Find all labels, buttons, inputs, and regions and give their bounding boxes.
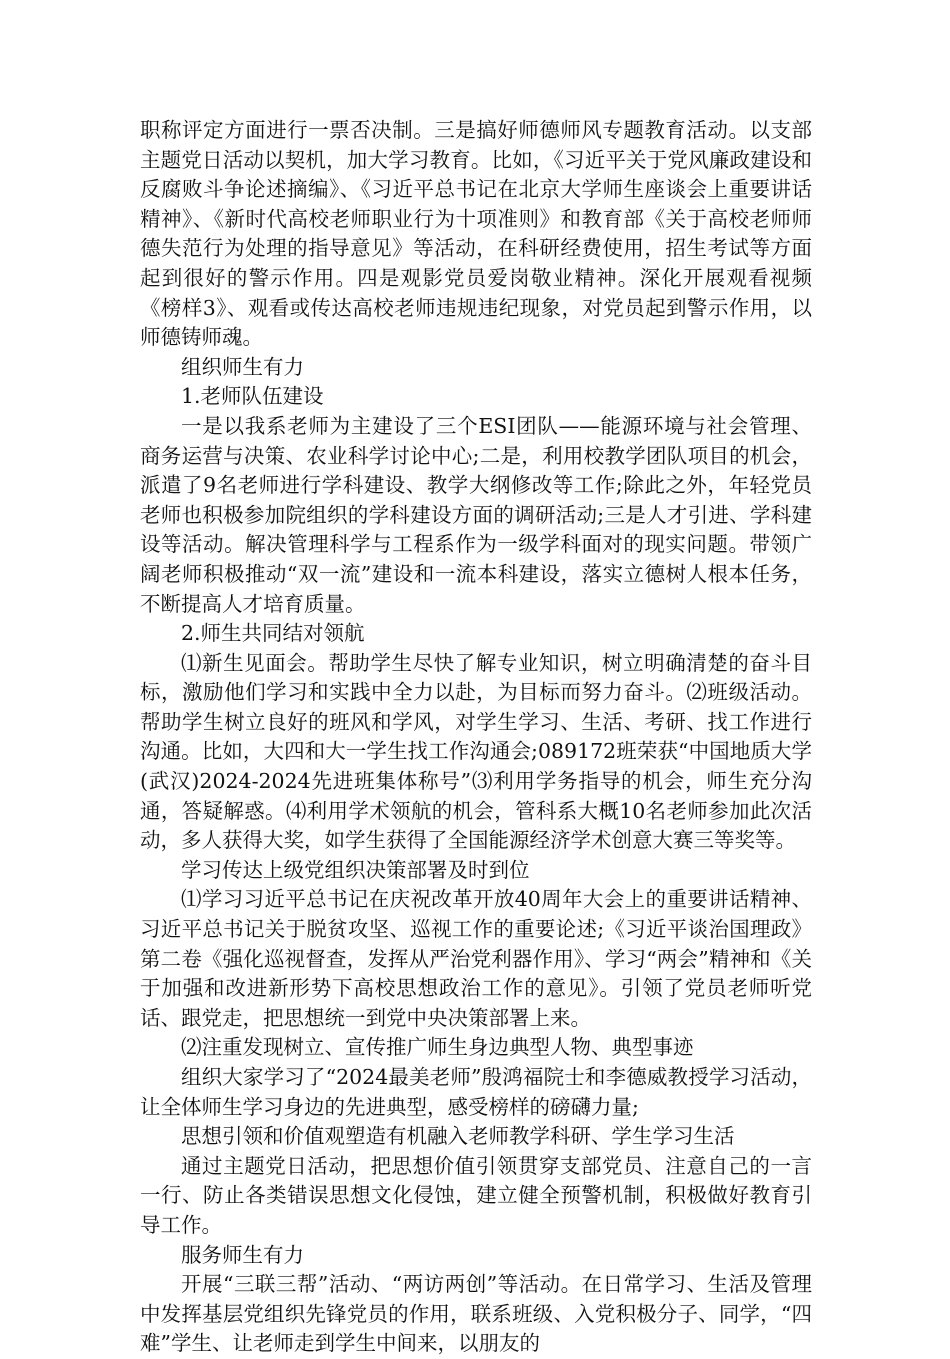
heading-organize-teachers-students: 组织师生有力 [181,354,304,379]
heading-serve-teachers-students: 服务师生有力 [181,1242,304,1267]
document-body [140,116,812,1359]
paragraph-teacher-ethics: 职称评定方面进行一票否决制。三是搞好师德师风专题教育活动。以支部主题党日活动以契机，加大学习教育。比如，《习近平关于党风廉政建设和反腐败斗争论述摘编》、《习近平总书记在北京大学师生座谈会上重要讲话精神》、《新时代高校老师职业行为十项准则》和教育部《关于高校老师师德失范行为处理的指导意见》等活动，在科研经费使用，招生考试等方面起到很好的警示作用。四是观影党员爱岗敬业精神。深化开展观看视频《榜样3》、观看或传达高校老师违规违纪现象，对党员起到警示作用，以师德铸师魂。 [140,118,812,350]
heading-mentor-pairing: 2.师生共同结对领航 [181,621,365,646]
paragraph-teacher-team-building: 一是以我系老师为主建设了三个ESI团队——能源环境与社会管理、商务运营与决策、农业科学讨论中心;二是，利用校教学团队项目的机会，派遣了9名老师进行学科建设、教学大纲修改等工作;除此之外，年轻党员老师也积极参加院组织的学科建设方面的调研活动;三是人才引进、学科建设等活动。解决管理科学与工程系作为一级学科面对的现实问题。带领广阔老师积极推动“双一流”建设和一流本科建设，落实立德树人根本任务，不断提高人才培育质量。 [140,413,812,616]
paragraph-role-models: 组织大家学习了“2024最美老师”殷鸿福院士和李德威教授学习活动，让全体师生学习身边的先进典型，感受榜样的磅礴力量; [140,1065,812,1119]
heading-ideological-guidance: 思想引领和价值观塑造有机融入老师教学科研、学生学习生活 [181,1124,735,1149]
paragraph-study-speeches: ⑴学习习近平总书记在庆祝改革开放40周年大会上的重要讲话精神、习近平总书记关于脱贫攻坚、巡视工作的重要论述;《习近平谈治国理政》第二卷《强化巡视督查，发挥从严治党利器作用》、学习“两会”精神和《关于加强和改进新形势下高校思想政治工作的意见》。引领了党员老师听党话、跟党走，把思想统一到党中央决策部署上来。 [140,887,812,1030]
paragraph-mentor-pairing: ⑴新生见面会。帮助学生尽快了解专业知识，树立明确清楚的奋斗目标，激励他们学习和实践中全力以赴，为目标而努力奋斗。⑵班级活动。帮助学生树立良好的班风和学风，对学生学习、生活、考研、找工作进行沟通。比如，大四和大一学生找工作沟通会;089172班荣获“中国地质大学(武汉)2024-2024先进班集体称号”⑶利用学务指导的机会，师生充分沟通，答疑解惑。⑷利用学术领航的机会，管科系大概10名老师参加此次活动，多人获得大奖，如学生获得了全国能源经济学术创意大赛三等奖等。 [140,650,812,853]
paragraph-ideological-guidance: 通过主题党日活动，把思想价值引领贯穿支部党员、注意自己的一言一行、防止各类错误思想文化侵蚀，建立健全预警机制，积极做好教育引导工作。 [140,1153,812,1237]
heading-teacher-team-building: 1.老师队伍建设 [181,384,324,409]
paragraph-serve-activities: 开展“三联三帮”活动、“两访两创”等活动。在日常学习、生活及管理中发挥基层党组织先锋党员的作用，联系班级、入党积极分子、同学，“四难”学生、让老师走到学生中间来，以朋友的 [140,1272,812,1356]
heading-promote-role-models: ⑵注重发现树立、宣传推广师生身边典型人物、典型事迹 [181,1035,694,1060]
heading-study-party-decisions: 学习传达上级党组织决策部署及时到位 [181,857,530,882]
